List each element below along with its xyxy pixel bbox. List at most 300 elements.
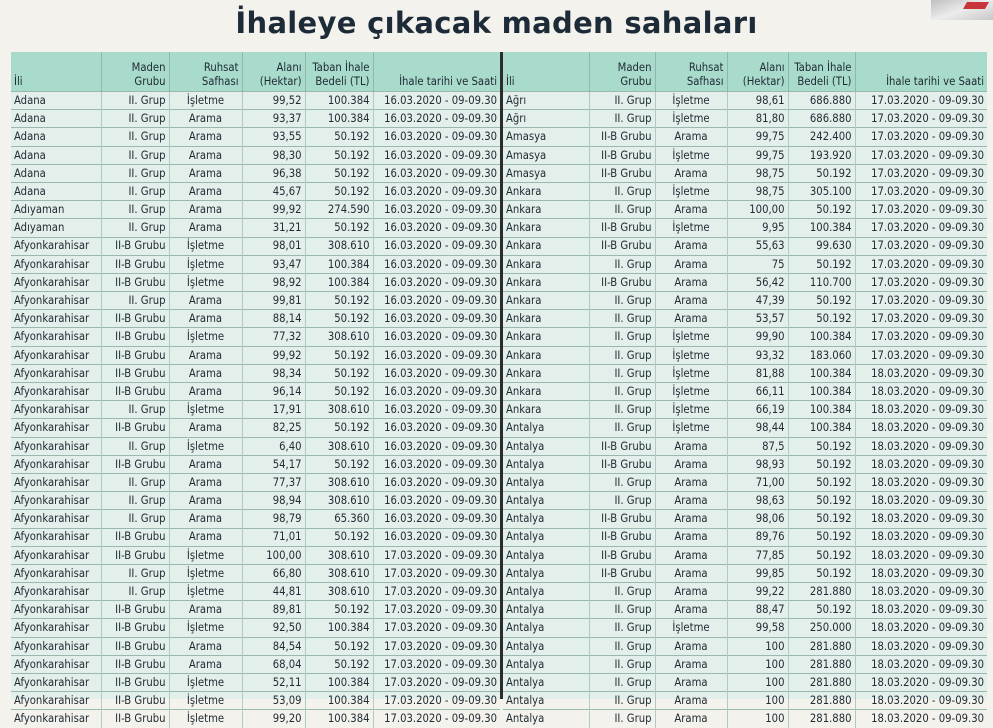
- cell-il: Adana: [11, 146, 101, 164]
- cell-bedel: 50.192: [305, 128, 373, 146]
- cell-safha: Arama: [169, 164, 242, 182]
- table-row: [503, 182, 987, 200]
- cell-grup: II-B Grubu: [101, 546, 169, 564]
- cell-grup: II. Grup: [589, 383, 655, 401]
- cell-safha: Arama: [169, 492, 242, 510]
- cell-safha: Arama: [169, 182, 242, 200]
- cell-il: Afyonkarahisar: [11, 255, 101, 273]
- cell-grup: II-B Grubu: [589, 528, 655, 546]
- cell-il: Afyonkarahisar: [11, 637, 101, 655]
- cell-il: Ankara: [503, 401, 589, 419]
- cell-safha: Arama: [169, 310, 242, 328]
- cell-alan: 100,00: [242, 546, 305, 564]
- cell-safha: Arama: [169, 637, 242, 655]
- cell-il: Ankara: [503, 328, 589, 346]
- cell-safha: İşletme: [169, 564, 242, 582]
- cell-tarih: 16.03.2020 - 09-09.30: [373, 164, 500, 182]
- cell-safha: Arama: [655, 528, 727, 546]
- cell-alan: 100: [727, 692, 788, 710]
- cell-safha: İşletme: [169, 328, 242, 346]
- cell-alan: 66,19: [727, 401, 788, 419]
- cell-bedel: 50.192: [305, 219, 373, 237]
- cell-safha: Arama: [169, 383, 242, 401]
- header-safha: Ruhsat Safhası: [655, 52, 727, 92]
- table-row: [11, 510, 500, 528]
- cell-alan: 99,22: [727, 583, 788, 601]
- cell-safha: İşletme: [169, 273, 242, 291]
- right-table: [503, 52, 987, 728]
- cell-il: Antalya: [503, 564, 589, 582]
- cell-alan: 98,30: [242, 146, 305, 164]
- cell-alan: 100: [727, 655, 788, 673]
- cell-il: Antalya: [503, 473, 589, 491]
- cell-safha: Arama: [169, 528, 242, 546]
- cell-tarih: 16.03.2020 - 09-09.30: [373, 492, 500, 510]
- cell-alan: 66,11: [727, 383, 788, 401]
- cell-bedel: 50.192: [788, 528, 855, 546]
- cell-tarih: 17.03.2020 - 09-09.30: [373, 637, 500, 655]
- cell-tarih: 17.03.2020 - 09-09.30: [855, 328, 987, 346]
- cell-bedel: 686.880: [788, 110, 855, 128]
- cell-safha: Arama: [169, 128, 242, 146]
- cell-il: Antalya: [503, 419, 589, 437]
- cell-bedel: 110.700: [788, 273, 855, 291]
- cell-alan: 93,47: [242, 255, 305, 273]
- cell-tarih: 18.03.2020 - 09-09.30: [855, 364, 987, 382]
- table-row: [503, 164, 987, 182]
- cell-safha: Arama: [655, 237, 727, 255]
- cell-bedel: 100.384: [788, 419, 855, 437]
- cell-bedel: 242.400: [788, 128, 855, 146]
- cell-grup: II. Grup: [589, 201, 655, 219]
- table-row: [503, 110, 987, 128]
- table-row: [503, 473, 987, 491]
- cell-il: Afyonkarahisar: [11, 692, 101, 710]
- cell-safha: İşletme: [169, 437, 242, 455]
- cell-il: Ankara: [503, 310, 589, 328]
- cell-bedel: 308.610: [305, 564, 373, 582]
- cell-alan: 77,32: [242, 328, 305, 346]
- cell-grup: II. Grup: [589, 401, 655, 419]
- cell-safha: İşletme: [655, 110, 727, 128]
- cell-tarih: 16.03.2020 - 09-09.30: [373, 110, 500, 128]
- cell-bedel: 100.384: [305, 110, 373, 128]
- cell-tarih: 18.03.2020 - 09-09.30: [855, 437, 987, 455]
- cell-alan: 82,25: [242, 419, 305, 437]
- cell-bedel: 308.610: [305, 437, 373, 455]
- cell-tarih: 16.03.2020 - 09-09.30: [373, 473, 500, 491]
- table-row: [503, 364, 987, 382]
- cell-safha: Arama: [169, 655, 242, 673]
- table-row: [11, 674, 500, 692]
- cell-il: Ankara: [503, 273, 589, 291]
- cell-bedel: 281.880: [788, 583, 855, 601]
- table-row: [503, 437, 987, 455]
- cell-tarih: 17.03.2020 - 09-09.30: [855, 201, 987, 219]
- cell-grup: II. Grup: [589, 710, 655, 728]
- table-row: [11, 237, 500, 255]
- cell-alan: 98,93: [727, 455, 788, 473]
- cell-grup: II-B Grubu: [589, 164, 655, 182]
- cell-il: Amasya: [503, 146, 589, 164]
- cell-alan: 88,14: [242, 310, 305, 328]
- cell-il: Afyonkarahisar: [11, 564, 101, 582]
- table-row: [11, 583, 500, 601]
- cell-safha: İşletme: [169, 710, 242, 728]
- table-row: [11, 346, 500, 364]
- left-table-body: [11, 92, 500, 728]
- cell-grup: II-B Grubu: [589, 510, 655, 528]
- cell-alan: 98,01: [242, 237, 305, 255]
- cell-safha: İşletme: [655, 383, 727, 401]
- cell-grup: II. Grup: [101, 437, 169, 455]
- cell-bedel: 50.192: [788, 455, 855, 473]
- cell-bedel: 308.610: [305, 546, 373, 564]
- cell-safha: İşletme: [169, 674, 242, 692]
- cell-safha: Arama: [169, 146, 242, 164]
- cell-bedel: 50.192: [788, 473, 855, 491]
- cell-il: Ağrı: [503, 92, 589, 110]
- cell-grup: II. Grup: [589, 492, 655, 510]
- header-bedel: Taban İhale Bedeli (TL): [788, 52, 855, 92]
- cell-safha: İşletme: [169, 92, 242, 110]
- cell-bedel: 281.880: [788, 655, 855, 673]
- cell-grup: II. Grup: [589, 292, 655, 310]
- cell-grup: II. Grup: [589, 419, 655, 437]
- cell-il: Antalya: [503, 601, 589, 619]
- cell-grup: II-B Grubu: [589, 128, 655, 146]
- table-row: [11, 619, 500, 637]
- cell-alan: 53,09: [242, 692, 305, 710]
- cell-il: Adana: [11, 128, 101, 146]
- table-row: [503, 710, 987, 728]
- cell-alan: 77,37: [242, 473, 305, 491]
- cell-tarih: 17.03.2020 - 09-09.30: [855, 219, 987, 237]
- cell-il: Adana: [11, 110, 101, 128]
- cell-bedel: 50.192: [788, 492, 855, 510]
- cell-bedel: 308.610: [305, 328, 373, 346]
- cell-bedel: 50.192: [305, 383, 373, 401]
- cell-il: Afyonkarahisar: [11, 292, 101, 310]
- cell-tarih: 18.03.2020 - 09-09.30: [855, 401, 987, 419]
- cell-bedel: 50.192: [305, 637, 373, 655]
- cell-il: Adana: [11, 92, 101, 110]
- cell-bedel: 50.192: [788, 255, 855, 273]
- cell-grup: II-B Grubu: [101, 655, 169, 673]
- cell-tarih: 18.03.2020 - 09-09.30: [855, 492, 987, 510]
- cell-grup: II. Grup: [101, 110, 169, 128]
- cell-il: Afyonkarahisar: [11, 364, 101, 382]
- cell-grup: II. Grup: [589, 674, 655, 692]
- cell-il: Ankara: [503, 219, 589, 237]
- cell-tarih: 18.03.2020 - 09-09.30: [855, 473, 987, 491]
- cell-il: Ankara: [503, 201, 589, 219]
- cell-grup: II. Grup: [589, 92, 655, 110]
- table-row: [503, 328, 987, 346]
- cell-il: Antalya: [503, 674, 589, 692]
- cell-bedel: 50.192: [788, 437, 855, 455]
- table-row: [11, 528, 500, 546]
- cell-safha: Arama: [655, 583, 727, 601]
- cell-il: Adana: [11, 164, 101, 182]
- cell-bedel: 50.192: [305, 164, 373, 182]
- cell-bedel: 308.610: [305, 492, 373, 510]
- cell-il: Afyonkarahisar: [11, 601, 101, 619]
- cell-il: Amasya: [503, 128, 589, 146]
- cell-alan: 44,81: [242, 583, 305, 601]
- cell-tarih: 18.03.2020 - 09-09.30: [855, 655, 987, 673]
- cell-bedel: 50.192: [788, 564, 855, 582]
- cell-grup: II. Grup: [589, 110, 655, 128]
- table-row: [503, 201, 987, 219]
- cell-safha: Arama: [169, 346, 242, 364]
- cell-il: Ankara: [503, 346, 589, 364]
- cell-il: Afyonkarahisar: [11, 401, 101, 419]
- header-il: İli: [11, 52, 101, 92]
- cell-il: Afyonkarahisar: [11, 655, 101, 673]
- cell-alan: 84,54: [242, 637, 305, 655]
- tables-container: [11, 52, 987, 726]
- cell-alan: 81,80: [727, 110, 788, 128]
- cell-grup: II-B Grubu: [101, 328, 169, 346]
- cell-il: Antalya: [503, 455, 589, 473]
- cell-grup: II-B Grubu: [589, 273, 655, 291]
- cell-safha: Arama: [655, 201, 727, 219]
- cell-alan: 68,04: [242, 655, 305, 673]
- table-row: [503, 692, 987, 710]
- table-row: [503, 146, 987, 164]
- cell-alan: 99,75: [727, 128, 788, 146]
- cell-alan: 75: [727, 255, 788, 273]
- table-row: [11, 92, 500, 110]
- cell-tarih: 16.03.2020 - 09-09.30: [373, 510, 500, 528]
- table-row: [503, 383, 987, 401]
- cell-safha: İşletme: [655, 146, 727, 164]
- cell-tarih: 17.03.2020 - 09-09.30: [855, 273, 987, 291]
- cell-grup: II. Grup: [589, 182, 655, 200]
- cell-alan: 98,94: [242, 492, 305, 510]
- cell-bedel: 100.384: [788, 383, 855, 401]
- left-table: [11, 52, 500, 728]
- cell-grup: II. Grup: [101, 146, 169, 164]
- table-row: [11, 146, 500, 164]
- cell-tarih: 17.03.2020 - 09-09.30: [855, 292, 987, 310]
- cell-grup: II-B Grubu: [589, 219, 655, 237]
- cell-alan: 81,88: [727, 364, 788, 382]
- cell-il: Afyonkarahisar: [11, 237, 101, 255]
- table-row: [11, 128, 500, 146]
- cell-alan: 99,81: [242, 292, 305, 310]
- cell-il: Ankara: [503, 237, 589, 255]
- cell-bedel: 100.384: [305, 619, 373, 637]
- cell-il: Antalya: [503, 710, 589, 728]
- table-row: [11, 601, 500, 619]
- cell-tarih: 18.03.2020 - 09-09.30: [855, 528, 987, 546]
- cell-tarih: 18.03.2020 - 09-09.30: [855, 710, 987, 728]
- cell-tarih: 18.03.2020 - 09-09.30: [855, 692, 987, 710]
- cell-il: Antalya: [503, 546, 589, 564]
- cell-grup: II-B Grubu: [101, 364, 169, 382]
- cell-safha: İşletme: [655, 219, 727, 237]
- cell-tarih: 18.03.2020 - 09-09.30: [855, 546, 987, 564]
- cell-safha: Arama: [655, 128, 727, 146]
- table-row: [11, 637, 500, 655]
- cell-alan: 6,40: [242, 437, 305, 455]
- cell-grup: II. Grup: [589, 655, 655, 673]
- cell-alan: 99,20: [242, 710, 305, 728]
- cell-il: Adıyaman: [11, 219, 101, 237]
- table-row: [503, 546, 987, 564]
- cell-safha: İşletme: [655, 328, 727, 346]
- table-row: [11, 437, 500, 455]
- cell-bedel: 50.192: [305, 346, 373, 364]
- cell-alan: 54,17: [242, 455, 305, 473]
- header-grup: Maden Grubu: [589, 52, 655, 92]
- cell-tarih: 16.03.2020 - 09-09.30: [373, 182, 500, 200]
- cell-safha: Arama: [655, 637, 727, 655]
- cell-il: Antalya: [503, 492, 589, 510]
- cell-grup: II. Grup: [101, 128, 169, 146]
- cell-safha: Arama: [169, 473, 242, 491]
- cell-il: Antalya: [503, 637, 589, 655]
- cell-grup: II. Grup: [589, 310, 655, 328]
- table-row: [503, 492, 987, 510]
- table-row: [503, 219, 987, 237]
- cell-grup: II-B Grubu: [101, 383, 169, 401]
- cell-grup: II. Grup: [589, 601, 655, 619]
- cell-tarih: 16.03.2020 - 09-09.30: [373, 383, 500, 401]
- cell-safha: İşletme: [169, 692, 242, 710]
- cell-bedel: 50.192: [305, 655, 373, 673]
- cell-alan: 99,52: [242, 92, 305, 110]
- cell-safha: İşletme: [655, 401, 727, 419]
- cell-grup: II. Grup: [101, 510, 169, 528]
- cell-safha: İşletme: [169, 255, 242, 273]
- cell-safha: Arama: [169, 510, 242, 528]
- cell-safha: Arama: [169, 364, 242, 382]
- cell-tarih: 17.03.2020 - 09-09.30: [855, 346, 987, 364]
- table-row: [11, 292, 500, 310]
- cell-il: Antalya: [503, 655, 589, 673]
- cell-tarih: 17.03.2020 - 09-09.30: [855, 110, 987, 128]
- cell-alan: 99,75: [727, 146, 788, 164]
- cell-bedel: 50.192: [788, 164, 855, 182]
- table-row: [503, 419, 987, 437]
- header-tarih: İhale tarihi ve Saati: [373, 52, 500, 92]
- cell-grup: II. Grup: [101, 564, 169, 582]
- cell-bedel: 100.384: [788, 364, 855, 382]
- table-row: [503, 637, 987, 655]
- cell-tarih: 18.03.2020 - 09-09.30: [855, 637, 987, 655]
- cell-bedel: 100.384: [305, 92, 373, 110]
- table-row: [11, 419, 500, 437]
- cell-bedel: 250.000: [788, 619, 855, 637]
- cell-tarih: 18.03.2020 - 09-09.30: [855, 619, 987, 637]
- cell-grup: II-B Grubu: [101, 601, 169, 619]
- cell-bedel: 281.880: [788, 637, 855, 655]
- cell-tarih: 16.03.2020 - 09-09.30: [373, 292, 500, 310]
- cell-bedel: 100.384: [305, 273, 373, 291]
- cell-bedel: 50.192: [305, 364, 373, 382]
- cell-tarih: 16.03.2020 - 09-09.30: [373, 528, 500, 546]
- cell-safha: Arama: [655, 674, 727, 692]
- cell-bedel: 50.192: [788, 292, 855, 310]
- cell-il: Afyonkarahisar: [11, 492, 101, 510]
- cell-grup: II-B Grubu: [101, 419, 169, 437]
- cell-tarih: 17.03.2020 - 09-09.30: [373, 710, 500, 728]
- header-il: İli: [503, 52, 589, 92]
- cell-alan: 98,75: [727, 164, 788, 182]
- cell-alan: 100: [727, 674, 788, 692]
- cell-safha: İşletme: [655, 182, 727, 200]
- cell-bedel: 100.384: [305, 255, 373, 273]
- cell-safha: İşletme: [655, 346, 727, 364]
- cell-tarih: 16.03.2020 - 09-09.30: [373, 328, 500, 346]
- cell-il: Afyonkarahisar: [11, 346, 101, 364]
- cell-tarih: 16.03.2020 - 09-09.30: [373, 237, 500, 255]
- table-row: [11, 310, 500, 328]
- cell-bedel: 193.920: [788, 146, 855, 164]
- cell-il: Antalya: [503, 619, 589, 637]
- cell-safha: Arama: [169, 455, 242, 473]
- cell-il: Afyonkarahisar: [11, 455, 101, 473]
- cell-il: Adıyaman: [11, 201, 101, 219]
- cell-bedel: 100.384: [788, 328, 855, 346]
- table-row: [11, 692, 500, 710]
- cell-il: Antalya: [503, 437, 589, 455]
- cell-alan: 100: [727, 710, 788, 728]
- cell-alan: 9,95: [727, 219, 788, 237]
- cell-il: Afyonkarahisar: [11, 437, 101, 455]
- table-row: [503, 310, 987, 328]
- cell-safha: Arama: [655, 437, 727, 455]
- cell-bedel: 50.192: [788, 546, 855, 564]
- cell-grup: II-B Grubu: [589, 237, 655, 255]
- cell-tarih: 16.03.2020 - 09-09.30: [373, 201, 500, 219]
- cell-safha: Arama: [655, 292, 727, 310]
- header-bedel: Taban İhale Bedeli (TL): [305, 52, 373, 92]
- cell-grup: II-B Grubu: [101, 255, 169, 273]
- cell-alan: 98,44: [727, 419, 788, 437]
- cell-alan: 98,92: [242, 273, 305, 291]
- cell-safha: Arama: [655, 655, 727, 673]
- table-row: [503, 128, 987, 146]
- cell-alan: 98,61: [727, 92, 788, 110]
- table-row: [11, 564, 500, 582]
- header-alan: Alanı (Hektar): [242, 52, 305, 92]
- cell-tarih: 16.03.2020 - 09-09.30: [373, 437, 500, 455]
- cell-safha: Arama: [655, 473, 727, 491]
- cell-alan: 71,01: [242, 528, 305, 546]
- cell-tarih: 18.03.2020 - 09-09.30: [855, 455, 987, 473]
- cell-il: Antalya: [503, 510, 589, 528]
- table-row: [503, 401, 987, 419]
- cell-il: Ankara: [503, 182, 589, 200]
- cell-tarih: 17.03.2020 - 09-09.30: [855, 92, 987, 110]
- cell-tarih: 16.03.2020 - 09-09.30: [373, 255, 500, 273]
- cell-safha: Arama: [655, 455, 727, 473]
- cell-tarih: 18.03.2020 - 09-09.30: [855, 419, 987, 437]
- cell-il: Ankara: [503, 255, 589, 273]
- cell-tarih: 16.03.2020 - 09-09.30: [373, 310, 500, 328]
- cell-alan: 31,21: [242, 219, 305, 237]
- cell-alan: 98,63: [727, 492, 788, 510]
- cell-grup: II-B Grubu: [101, 528, 169, 546]
- cell-grup: II. Grup: [589, 346, 655, 364]
- cell-bedel: 50.192: [305, 310, 373, 328]
- cell-il: Afyonkarahisar: [11, 674, 101, 692]
- cell-safha: Arama: [169, 201, 242, 219]
